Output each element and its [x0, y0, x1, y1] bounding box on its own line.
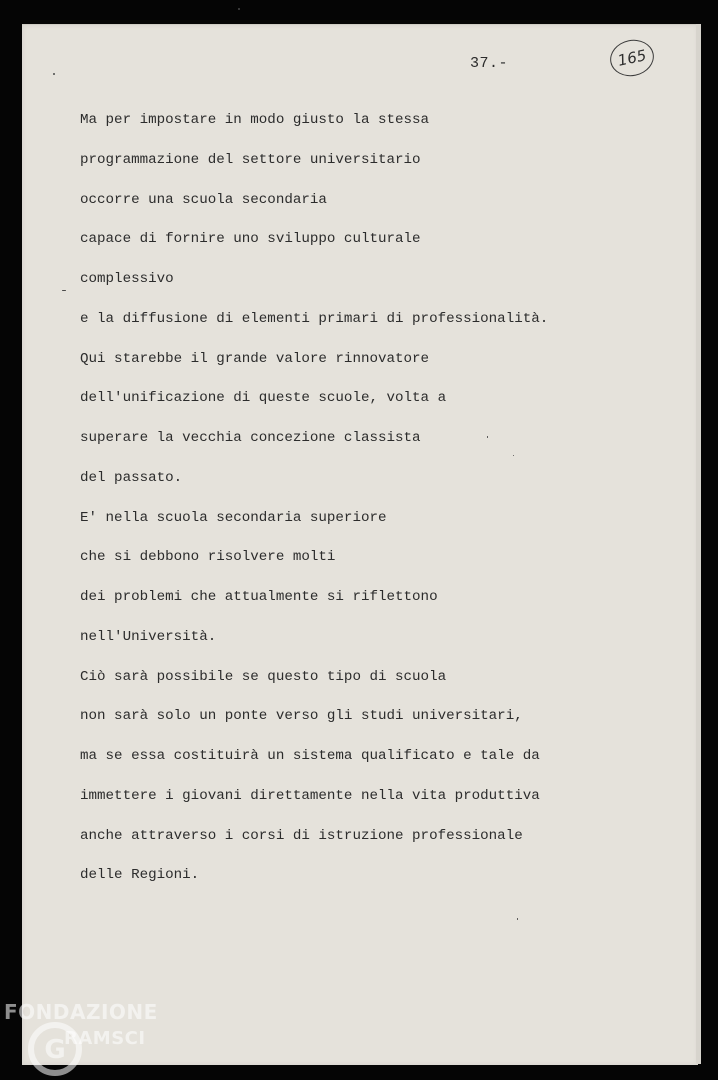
paper-speck — [53, 73, 55, 75]
paper-speck — [513, 455, 514, 456]
archive-number: 165 — [616, 46, 648, 70]
paper-speck — [238, 8, 240, 10]
text-line: Ciò sarà possibile se questo tipo di scuola — [80, 668, 447, 685]
watermark-line2: RAMSCI — [64, 1028, 146, 1049]
paper-speck — [517, 918, 518, 920]
text-line: che si debbono risolvere molti — [80, 549, 336, 566]
text-line: E' nella scuola secondaria superiore — [80, 509, 387, 526]
typed-text-body — [80, 110, 548, 905]
text-line: anche attraverso i corsi di istruzione professionale — [80, 827, 523, 844]
text-line: e la diffusione di elementi primari di professionalità. — [80, 310, 549, 327]
watermark-line1: FONDAZIONE — [4, 1000, 158, 1024]
text-line: Ma per impostare in modo giusto la stessa — [80, 112, 430, 128]
text-line: complessivo — [80, 271, 174, 287]
paper-speck — [62, 290, 66, 291]
text-line: Qui starebbe il grande valore rinnovatore — [80, 350, 430, 367]
text-line: nell'Università. — [80, 628, 217, 645]
text-line: del passato. — [80, 469, 183, 486]
text-line: occorre una scuola secondaria — [80, 191, 327, 208]
paper-speck — [487, 436, 488, 438]
text-line: non sarà solo un ponte verso gli studi universitari, — [80, 708, 523, 725]
page-number: 37.- — [470, 55, 509, 72]
text-line: ma se essa costituirà un sistema qualificato e tale da — [80, 748, 540, 764]
text-line: capace di fornire uno sviluppo culturale — [80, 231, 421, 248]
fondazione-gramsci-watermark — [4, 1000, 184, 1072]
text-line: delle Regioni. — [80, 867, 200, 884]
logo-letter: G — [44, 1035, 66, 1065]
page-edge — [696, 24, 701, 1064]
text-line: superare la vecchia concezione classista — [80, 430, 421, 446]
text-line: immettere i giovani direttamente nella vita produttiva — [80, 787, 540, 804]
text-line: programmazione del settore universitario — [80, 151, 421, 168]
text-line: dei problemi che attualmente si riflettono — [80, 589, 438, 605]
text-line: dell'unificazione di queste scuole, volta a — [80, 390, 447, 407]
